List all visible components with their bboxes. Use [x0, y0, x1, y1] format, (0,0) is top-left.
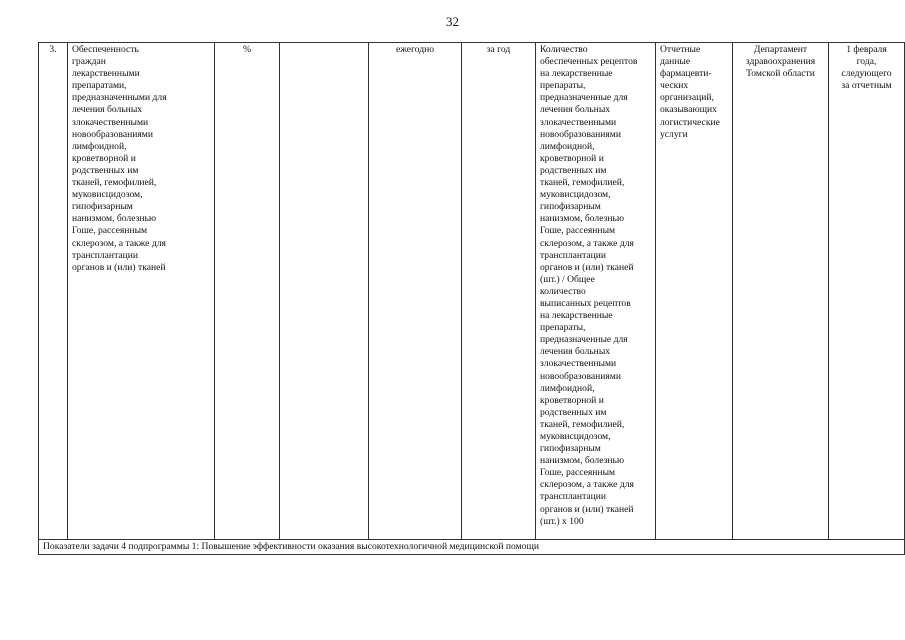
page-number: 32 — [446, 14, 459, 29]
empty-cell — [280, 43, 369, 540]
period-cell: за год — [462, 43, 536, 540]
section-header-cell — [39, 540, 905, 555]
indicator-name-cell: Обеспеченность граждан лекарственными препаратами, предназначенными для лечения больных злокачественными новообразованиями лимфоидной, кроветворной и родственных им тканей, гемофилией, муковисцидозом, гипофизарным нанизмом, болезнью Гоше, рассеянным склерозом, а также для трансплантации органов и (или) тканей — [68, 43, 215, 540]
section-header-text: Показатели задачи 4 подпрограммы 1: Повышение эффективности оказания высокотехнологичной медицинской помощи — [43, 541, 539, 552]
row-number-cell: 3. — [39, 43, 68, 540]
indicator-table — [38, 42, 905, 555]
data-source-cell: Отчетные данные фармацевти- ческих организаций, оказывающих логистические услуги — [656, 43, 733, 540]
deadline-cell: 1 февраля года, следующего за отчетным — [829, 43, 905, 540]
responsible-cell: Департамент здравоохранения Томской области — [733, 43, 829, 540]
unit-cell: % — [215, 43, 280, 540]
section-header-row — [39, 540, 905, 555]
table-row — [39, 43, 905, 540]
frequency-cell: ежегодно — [369, 43, 462, 540]
formula-cell: Количество обеспеченных рецептов на лекарственные препараты, предназначенные для лечения больных злокачественными новообразованиями лимфоидной, кроветворной и родственных им тканей, гемофилией, муковисцидозом, гипофизарным нанизмом, болезнью Гоше, рассеянным склерозом, а также для трансплантации органов и (или) тканей (шт.) / Общее количество выписанных рецептов на лекарственные препараты, предназначенные для лечения больных злокачественными новообразованиями лимфоидной, кроветворной и родственных им тканей, гемофилией, муковисцидозом, гипофизарным нанизмом, болезнью Гоше, рассеянным склерозом, а также для трансплантации органов и (или) тканей (шт.) x 100 — [536, 43, 656, 540]
